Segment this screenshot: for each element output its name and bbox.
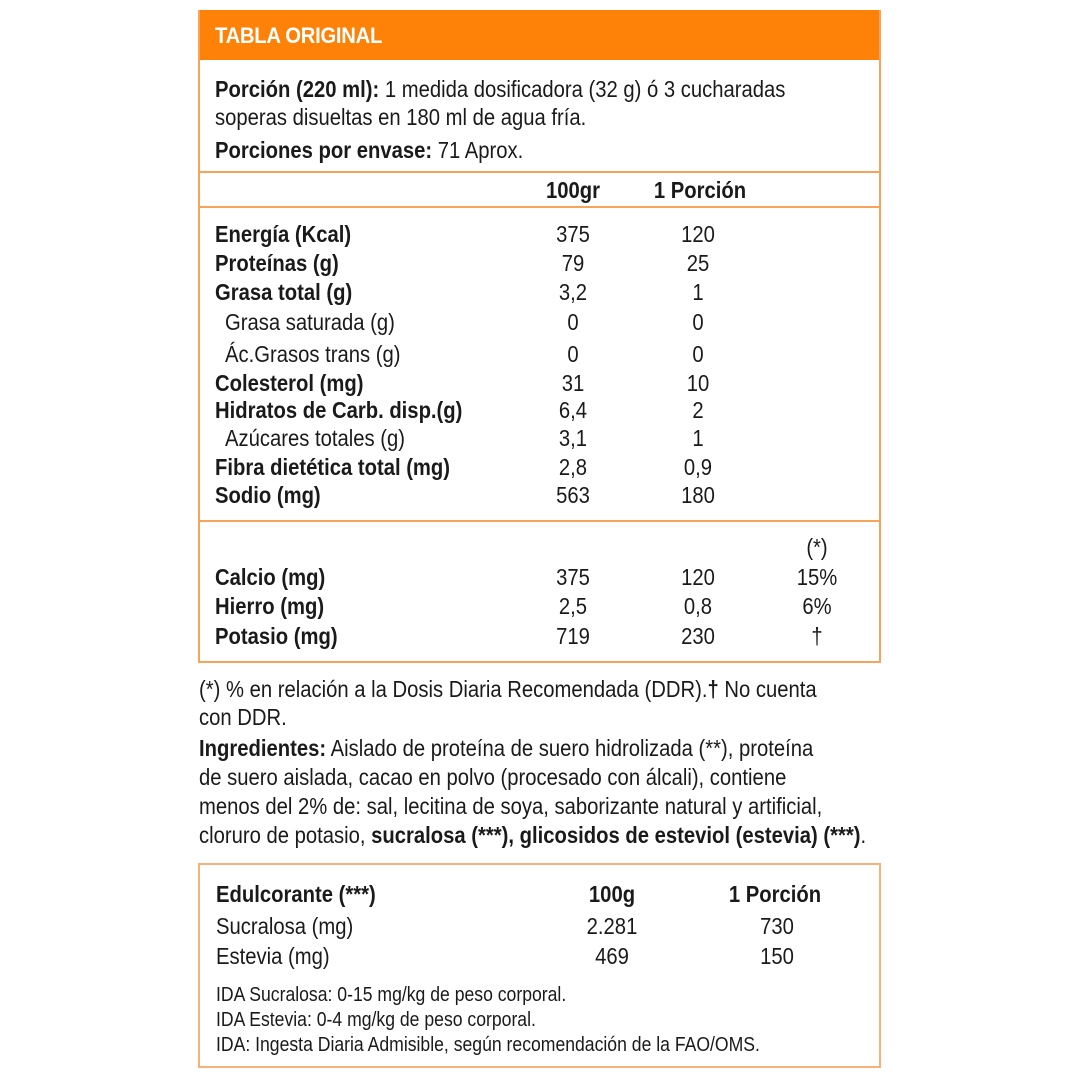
nutrient-value-100gr: 3,1 [558, 425, 588, 451]
ingredients-line-4 [199, 821, 866, 849]
sweetener-header-portion: 1 Porción [728, 881, 822, 907]
nutrient-value-100gr: 0 [567, 309, 579, 335]
footnote-line-1 [199, 675, 817, 703]
ida-note: IDA Sucralosa: 0-15 mg/kg de peso corporal. [216, 984, 567, 1006]
mineral-ddr: † [811, 623, 823, 649]
sweetener-name: Sucralosa (mg) [216, 913, 354, 939]
sweetener-value-portion: 150 [760, 943, 794, 969]
nutrient-name: Azúcares totales (g) [225, 425, 405, 451]
nutrient-value-100gr: 0 [567, 341, 579, 367]
servings-value: 71 Aprox. [432, 137, 524, 163]
nutrient-value-portion: 25 [686, 250, 710, 276]
nutrient-value-portion: 0,9 [683, 454, 713, 480]
footnote-text: (*) % en relación a la Dosis Diaria Recomendada (DDR). [199, 676, 708, 702]
nutrient-name: Energía (Kcal) [215, 221, 352, 247]
nutrient-value-portion: 10 [686, 370, 710, 396]
ingredients-text: Aislado de proteína de suero hidrolizada (**), proteína [326, 735, 814, 761]
footnote-line-2: con DDR. [199, 704, 287, 730]
nutrient-name: Proteínas (g) [215, 250, 339, 276]
nutrient-value-portion: 1 [692, 279, 704, 305]
column-header-100gr: 100gr [545, 177, 601, 203]
ingredients-line-2: de suero aislada, cacao en polvo (procesado con álcali), contiene [199, 764, 787, 790]
ida-note: IDA Estevia: 0-4 mg/kg de peso corporal. [216, 1009, 536, 1031]
servings-label: Porciones por envase: [215, 137, 433, 163]
mineral-value-100gr: 375 [556, 564, 590, 590]
divider [198, 520, 881, 522]
ingredients-label: Ingredientes: [199, 735, 327, 761]
footnote-text-end: No cuenta [718, 676, 817, 702]
ingredients-text: cloruro de potasio, [199, 822, 372, 848]
mineral-name: Hierro (mg) [215, 593, 325, 619]
mineral-value-100gr: 719 [556, 623, 590, 649]
divider [198, 171, 881, 173]
mineral-name: Calcio (mg) [215, 564, 326, 590]
nutrient-name: Grasa saturada (g) [225, 309, 395, 335]
nutrient-value-portion: 180 [681, 482, 715, 508]
mineral-value-portion: 120 [681, 564, 715, 590]
nutrient-value-100gr: 375 [556, 221, 590, 247]
nutrient-value-100gr: 2,8 [558, 454, 588, 480]
divider [198, 206, 881, 208]
mineral-value-portion: 0,8 [683, 593, 713, 619]
mineral-ddr: 6% [802, 593, 832, 619]
column-header-portion: 1 Porción [653, 177, 747, 203]
mineral-name: Potasio (mg) [215, 623, 338, 649]
sweetener-name: Estevia (mg) [216, 943, 330, 969]
ddr-header: (*) [806, 534, 828, 560]
nutrient-value-portion: 2 [692, 397, 704, 423]
sweetener-value-100g: 2.281 [586, 913, 638, 939]
mineral-ddr: 15% [796, 564, 838, 590]
ida-note: IDA: Ingesta Diaria Admisible, según recomendación de la FAO/OMS. [216, 1034, 760, 1056]
nutrient-name: Sodio (mg) [215, 482, 321, 508]
sweetener-header-name: Edulcorante (***) [216, 881, 376, 907]
sweetener-value-100g: 469 [595, 943, 629, 969]
portion-text: 1 medida dosificadora (32 g) ó 3 cucharadas [379, 76, 786, 102]
nutrient-value-100gr: 31 [561, 370, 585, 396]
nutrient-value-100gr: 6,4 [558, 397, 588, 423]
portion-label: Porción (220 ml): [215, 76, 380, 102]
mineral-value-100gr: 2,5 [558, 593, 588, 619]
nutrient-value-100gr: 563 [556, 482, 590, 508]
dagger-symbol: † [707, 676, 719, 702]
nutrient-name: Fibra dietética total (mg) [215, 454, 451, 480]
ingredients-line-3: menos del 2% de: sal, lecitina de soya, saborizante natural y artificial, [199, 793, 823, 819]
servings-per-container [215, 136, 523, 164]
nutrient-value-portion: 0 [692, 309, 704, 335]
nutrient-name: Ác.Grasos trans (g) [225, 341, 401, 367]
nutrient-name: Grasa total (g) [215, 279, 353, 305]
mineral-value-portion: 230 [681, 623, 715, 649]
sweetener-header-100g: 100g [588, 881, 636, 907]
ingredients-end: . [860, 822, 867, 848]
portion-line-2: soperas disueltas en 180 ml de agua fría. [215, 104, 587, 130]
nutrient-name: Colesterol (mg) [215, 370, 364, 396]
ingredients-line-1 [199, 734, 813, 762]
nutrient-value-portion: 120 [681, 221, 715, 247]
nutrient-value-100gr: 3,2 [558, 279, 588, 305]
nutrient-value-100gr: 79 [561, 250, 585, 276]
nutrient-name: Hidratos de Carb. disp.(g) [215, 397, 463, 423]
ingredients-bold: sucralosa (***), glicosidos de esteviol (estevia) (***) [371, 822, 861, 848]
sweetener-value-portion: 730 [760, 913, 794, 939]
table-title: TABLA ORIGINAL [215, 23, 383, 48]
portion-line-1 [215, 75, 785, 103]
nutrient-value-portion: 1 [692, 425, 704, 451]
nutrient-value-portion: 0 [692, 341, 704, 367]
